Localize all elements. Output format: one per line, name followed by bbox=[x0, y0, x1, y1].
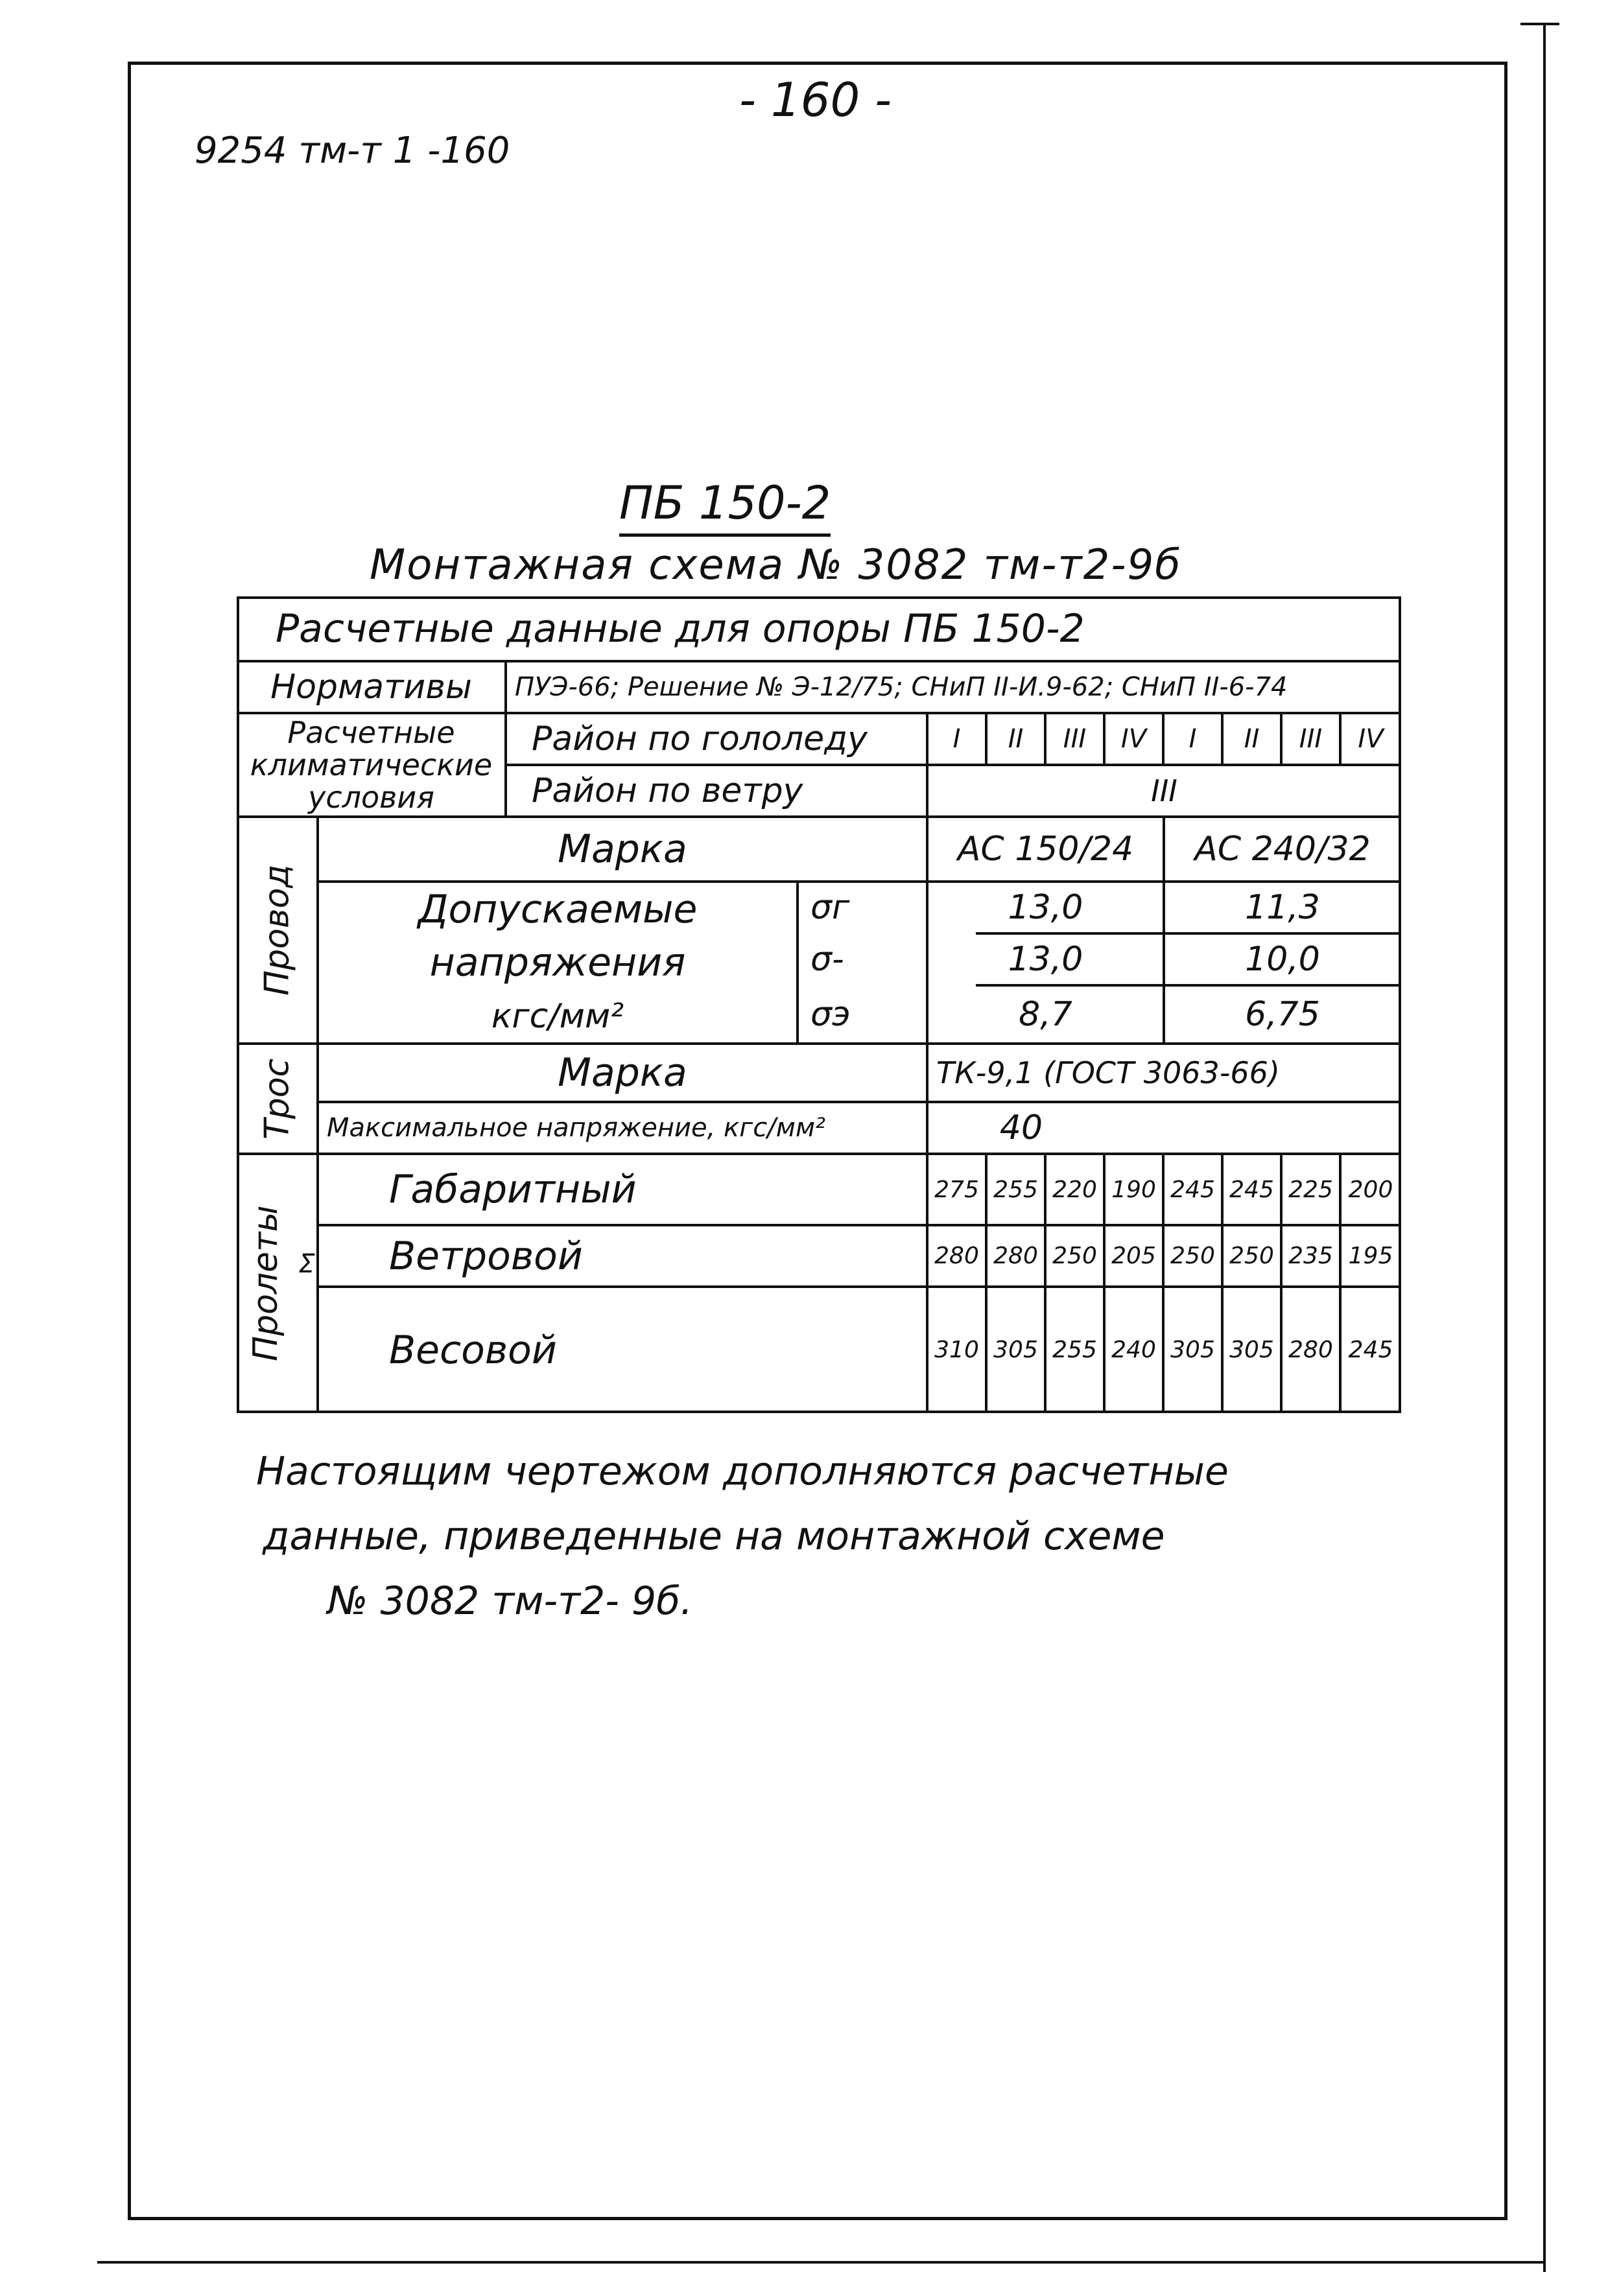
wind-district-label: Район по ветру bbox=[532, 771, 803, 810]
page-number: - 160 - bbox=[739, 73, 892, 127]
bottom-edge-line bbox=[97, 2261, 1543, 2264]
note-line-2: данные, приведенные на монтажной схеме bbox=[263, 1514, 1165, 1559]
cable-brand-label: Марка bbox=[558, 1050, 687, 1095]
stress-symbol-min: σ- bbox=[810, 940, 844, 979]
title-block bbox=[619, 476, 831, 537]
wire-brand-label: Марка bbox=[558, 826, 687, 872]
span-wind-1: 280 bbox=[934, 1243, 979, 1269]
span-gabarit-4: 190 bbox=[1111, 1176, 1156, 1203]
wire-brand-2: АС 240/32 bbox=[1194, 830, 1371, 869]
span-wind-4: 205 bbox=[1111, 1243, 1156, 1269]
stress-g-value-1: 13,0 bbox=[1008, 888, 1083, 927]
ice-district-8: IV bbox=[1358, 724, 1384, 754]
wire-group-label: Провод bbox=[257, 864, 297, 996]
span-weight-7: 280 bbox=[1288, 1337, 1333, 1363]
span-wind-7: 235 bbox=[1288, 1243, 1333, 1269]
stress-min-value-2: 10,0 bbox=[1245, 940, 1320, 979]
stress-label-line2: напряжения bbox=[429, 940, 686, 985]
span-gabarit-3: 220 bbox=[1052, 1176, 1097, 1203]
ice-district-2: II bbox=[1008, 724, 1024, 754]
span-wind-3: 250 bbox=[1052, 1243, 1097, 1269]
spans-sum-symbol: Σ bbox=[298, 1249, 315, 1279]
stress-symbol-e: σэ bbox=[810, 995, 851, 1034]
stress-min-value-1: 13,0 bbox=[1008, 940, 1083, 979]
cable-brand-value: ТК-9,1 (ГОСТ 3063-66) bbox=[936, 1055, 1280, 1090]
ice-district-4: IV bbox=[1120, 724, 1147, 754]
supplement-note bbox=[256, 1439, 1423, 1634]
stress-g-value-2: 11,3 bbox=[1245, 888, 1320, 927]
span-gabarit-7: 225 bbox=[1288, 1176, 1333, 1203]
stress-e-value-1: 8,7 bbox=[1019, 995, 1072, 1034]
span-gabarit-6: 245 bbox=[1229, 1176, 1274, 1203]
ice-district-1: I bbox=[952, 724, 961, 754]
span-weight-2: 305 bbox=[993, 1337, 1038, 1363]
span-gabarit-8: 200 bbox=[1348, 1176, 1393, 1203]
span-gabarit-1: 275 bbox=[934, 1176, 979, 1203]
ice-district-7: III bbox=[1299, 724, 1323, 754]
ice-district-label: Район по гололеду bbox=[532, 720, 868, 758]
stress-label-line1: Допускаемые bbox=[418, 886, 698, 932]
table-caption: Расчетные данные для опоры ПБ 150-2 bbox=[276, 606, 1085, 651]
span-weight-8: 245 bbox=[1348, 1337, 1393, 1363]
cable-group-label: Трос bbox=[257, 1058, 297, 1140]
normatives-value: ПУЭ-66; Решение № Э-12/75; СНиП II-И.9-62; СНиП II-6-74 bbox=[515, 672, 1288, 702]
span-wind-2: 280 bbox=[993, 1243, 1038, 1269]
ice-district-3: III bbox=[1063, 724, 1087, 754]
span-wind-6: 250 bbox=[1229, 1243, 1274, 1269]
span-gabarit-2: 255 bbox=[993, 1176, 1038, 1203]
span-weight-3: 255 bbox=[1052, 1337, 1097, 1363]
drawing-subtitle: Монтажная схема № 3082 тм-т2-9б bbox=[370, 541, 1182, 589]
cable-max-stress-label: Максимальное напряжение, кгс/мм² bbox=[327, 1113, 826, 1143]
drawing-title: ПБ 150-2 bbox=[619, 476, 831, 537]
span-weight-6: 305 bbox=[1229, 1337, 1274, 1363]
climate-label: Расчетные климатические условия bbox=[250, 715, 493, 815]
note-line-3: № 3082 тм-т2- 9б. bbox=[327, 1578, 693, 1624]
span-wind-8: 195 bbox=[1348, 1243, 1393, 1269]
spans-group-label: Пролеты bbox=[246, 1205, 285, 1362]
span-wind-5: 250 bbox=[1170, 1243, 1215, 1269]
span-weight-5: 305 bbox=[1170, 1337, 1215, 1363]
ice-district-5: I bbox=[1188, 724, 1197, 754]
span-row-label-weight: Весовой bbox=[389, 1327, 557, 1373]
span-row-label-gabarit: Габаритный bbox=[389, 1167, 637, 1212]
note-line-1: Настоящим чертежом дополняются расчетные bbox=[256, 1449, 1229, 1494]
ice-district-6: II bbox=[1244, 724, 1260, 754]
stress-symbol-g: σг bbox=[810, 888, 850, 927]
stress-e-value-2: 6,75 bbox=[1245, 995, 1320, 1034]
span-row-label-wind: Ветровой bbox=[389, 1233, 583, 1279]
span-weight-4: 240 bbox=[1111, 1337, 1156, 1363]
stress-unit: кгс/мм² bbox=[491, 996, 624, 1036]
corner-mark bbox=[1520, 23, 1559, 25]
wire-brand-1: АС 150/24 bbox=[957, 830, 1134, 869]
span-gabarit-5: 245 bbox=[1170, 1176, 1215, 1203]
right-edge-line bbox=[1543, 23, 1546, 2272]
cable-max-stress-value: 40 bbox=[999, 1108, 1043, 1147]
document-code: 9254 тм-т 1 -160 bbox=[195, 130, 510, 172]
wind-district-value: III bbox=[1151, 773, 1177, 808]
design-data-table bbox=[237, 596, 1401, 1413]
span-weight-1: 310 bbox=[934, 1337, 979, 1363]
normatives-label: Нормативы bbox=[270, 668, 472, 707]
